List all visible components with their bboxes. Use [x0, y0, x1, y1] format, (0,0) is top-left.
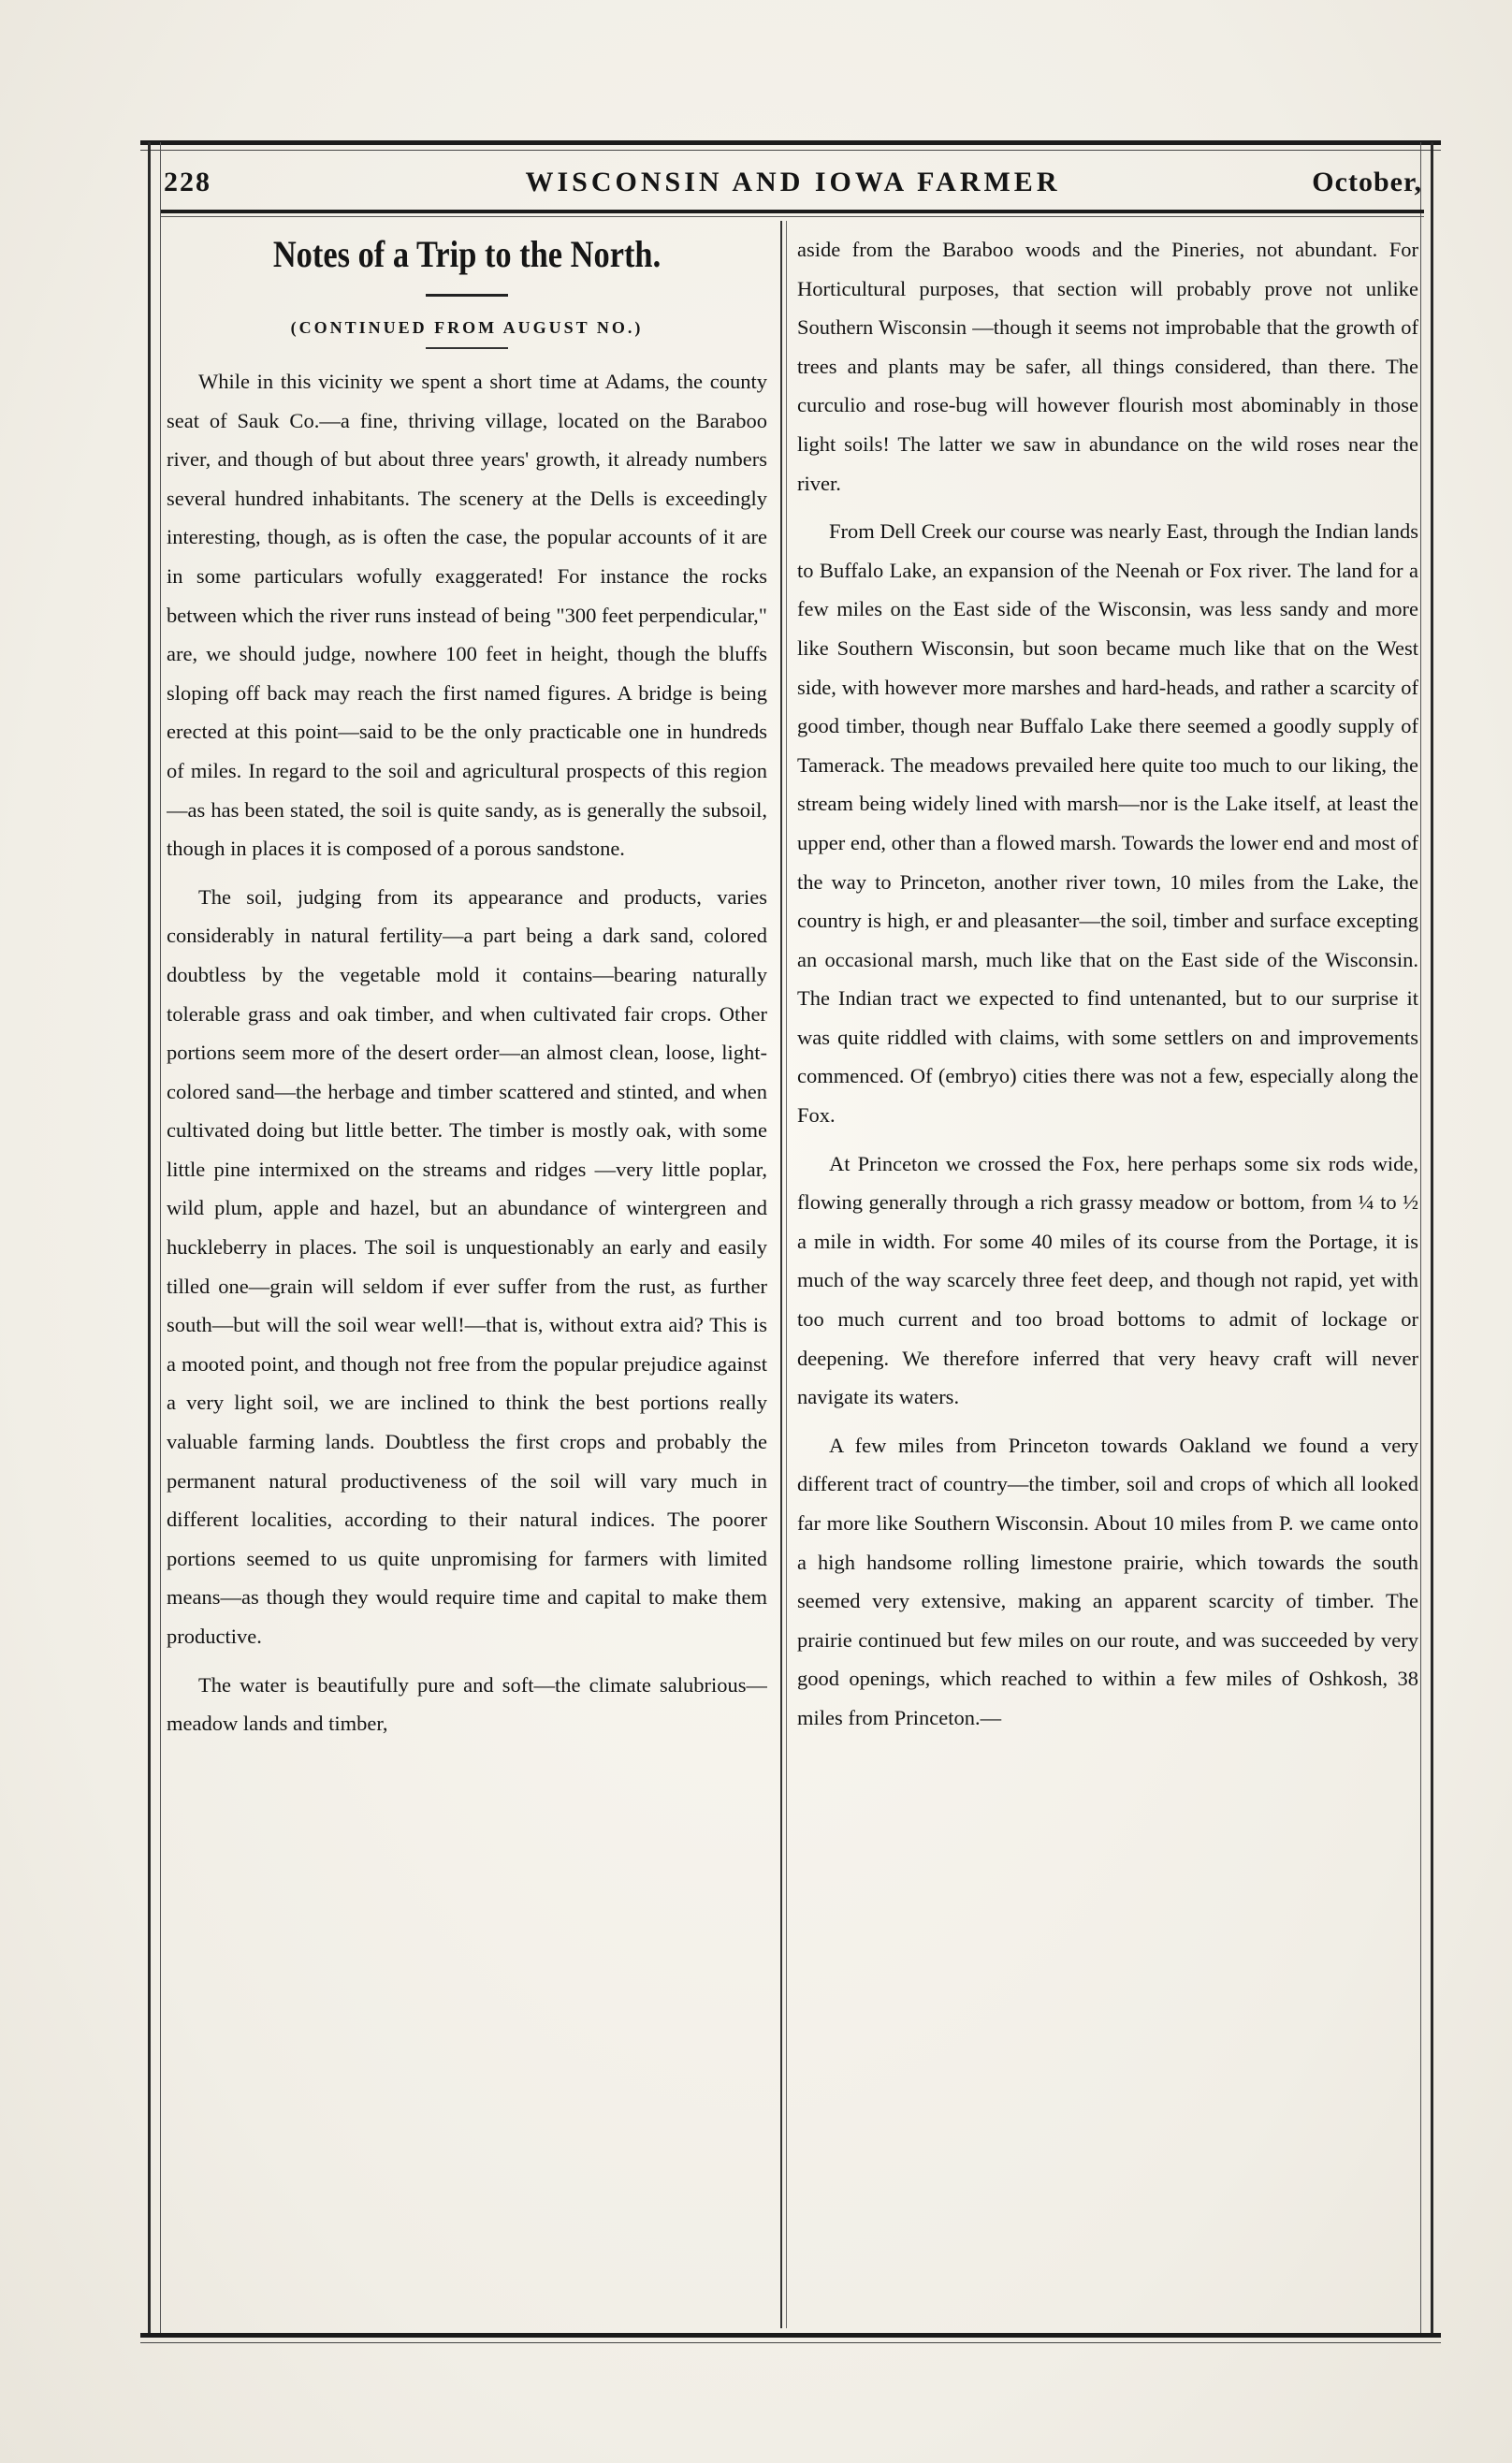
running-title: WISCONSIN AND IOWA FARMER [525, 167, 1061, 197]
header-rule [161, 210, 1424, 213]
paragraph: At Princeton we crossed the Fox, here perhaps some six rods wide, flowing generally through a rich grassy meadow or bottom, from ¼ to ½ a mile in width. For some 40 miles of its course from the Portage, it is much of the way scarcely three feet deep, and though not rapid, yet with too much current and too broad bottoms to admit of lockage or deepening. We therefore inferred that very heavy craft will never navigate its waters. [797, 1151, 1418, 1409]
header-thin-rule [161, 216, 1424, 217]
paragraph: From Dell Creek our course was nearly East, through the Indian lands to Buffalo Lake, an expansion of the Neenah or Fox river. The land for a few miles on the East side of the Wisconsin, was less sandy and more like Southern Wisconsin, but soon became much like that on the West side, with however more marshes and hard-heads, and rather a scarcity of good timber, though near Buffalo Lake there seemed a goodly supply of Tamerack. The meadows prevailed here quite too much to our liking, the stream being widely lined with marsh—nor is the Lake itself, at least the upper end, other than a flowed marsh. Towards the lower end and most of the way to Princeton, another river town, 10 miles from the Lake, the country is high, er and pleasanter—the soil, timber and surface excepting an occasional marsh, much like that on the East side of the Wisconsin. The Indian tract we expected to find untenanted, but to our surprise it was quite riddled with claims, with some settlers on and improvements commenced. Of (embryo) cities there was not a few, especially along the Fox. [797, 519, 1418, 1128]
right-column [797, 230, 1418, 2325]
continued-note: (CONTINUED FROM AUGUST NO.) [290, 318, 644, 337]
bottom-border-thin-rule [140, 2342, 1441, 2343]
paragraph: The water is beautifully pure and soft—the climate salubrious—meadow lands and timber, [167, 1672, 767, 1736]
page-header [164, 167, 1422, 208]
issue-month: October, [1312, 167, 1422, 197]
paragraph: While in this vicinity we spent a short time at Adams, the county seat of Sauk Co.—a fine, thriving village, located on the Baraboo river, and though of but about three years' growth, it already numbers several hundred inhabitants. The scenery at the Dells is exceedingly interesting, though, as is often the case, the popular accounts of it are in some particulars wofully exaggerated! For instance the rocks between which the river runs instead of being "300 feet perpendicular," are, we should judge, nowhere 100 feet in height, though the bluffs sloping off back may reach the first named figures. A bridge is being erected at this point—said to be the only practicable one in hundreds of miles. In regard to the soil and agricultural prospects of this region —as has been stated, the soil is quite sandy, as is generally the subsoil, though in places it is composed of a porous sandstone. [167, 370, 767, 861]
page-number: 228 [164, 167, 211, 197]
continued-rule [426, 347, 508, 349]
bottom-border-rule [140, 2333, 1441, 2338]
paragraph: A few miles from Princeton towards Oakland we found a very different tract of country—the timber, soil and crops of which all looked far more like Southern Wisconsin. About 10 miles from P. we came onto a high handsome rolling limestone prairie, which towards the south seemed very extensive, making an apparent scarcity of timber. The prairie continued but few miles on our route, and was succeeded by very good openings, which reached to within a few miles of Oshkosh, 38 miles from Princeton.— [797, 1433, 1418, 1729]
title-rule [426, 294, 508, 297]
paragraph-continuation: aside from the Baraboo woods and the Pineries, not abundant. For Horticultural purposes, that section will probably prove not unlike Southern Wisconsin —though it seems not improbable that the growth of trees and plants may be safer, all things considered, than there. The curculio and rose-bug will however flourish most abominably in those light soils! The latter we saw in abundance on the wild roses near the river. [797, 238, 1418, 495]
article-title: Notes of a Trip to the North. [272, 233, 662, 275]
column-divider [780, 221, 782, 2328]
column-divider-thin [786, 221, 787, 2328]
left-column [167, 230, 767, 2325]
paragraph: The soil, judging from its appearance and products, varies considerably in natural fertility—a part being a dark sand, colored doubtless by the vegetable mold it contains—bearing naturally tolerable grass and oak timber, and when cultivated fair crops. Other portions seem more of the desert order—an almost clean, loose, light-colored sand—the herbage and timber scattered and stinted, and when cultivated doing but little better. The timber is mostly oak, with some little pine intermixed on the streams and ridges —very little poplar, wild plum, apple and hazel, but an abundance of wintergreen and huckleberry in places. The soil is unquestionably an early and easily tilled one—grain will seldom if ever suffer from the rust, as further south—but will the soil wear well!—that is, without extra aid? This is a mooted point, and though not free from the popular prejudice against a very light soil, we are inclined to think the best portions really valuable farming lands. Doubtless the first crops and probably the permanent natural productiveness of the soil will vary much in different localities, according to their natural indices. The poorer portions seemed to us quite unpromising for farmers with limited means—as though they would require time and capital to make them productive. [167, 884, 767, 1648]
